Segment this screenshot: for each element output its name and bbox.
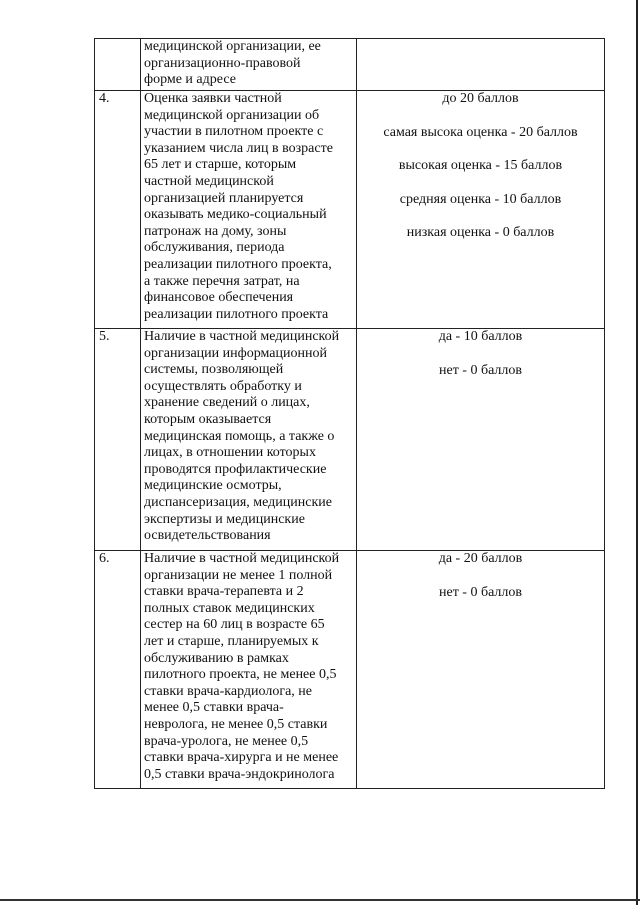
row-number: 6. <box>95 551 141 789</box>
criteria-table <box>94 38 605 789</box>
score-option: да - 20 баллов <box>438 551 523 566</box>
score-option: да - 10 баллов <box>438 329 523 344</box>
score-cell <box>357 329 605 551</box>
criterion-description: Оценка заявки частной медицинской организации об участии в пилотном проекте с указанием числа лиц в возрасте 65 лет и старше, которым частной медицинской организацией планируется оказывать медико-социальный патронаж на дому, зоны обслуживания, периода реализации пилотного проекта, а также перечня затрат, на финансовое обеспечения реализации пилотного проекта <box>141 91 357 329</box>
table-row <box>95 91 605 329</box>
score-cell <box>357 39 605 91</box>
table-row <box>95 39 605 91</box>
page-edge-bottom <box>0 899 640 901</box>
criterion-description: Наличие в частной медицинской организации не менее 1 полной ставки врача-терапевта и 2 полных ставок медицинских сестер на 60 лиц в возрасте 65 лет и старше, планируемых к обслуживанию в рамках пилотного проекта, не менее 0,5 ставки врача-кардиолога, не менее 0,5 ставки врача- невролога, не менее 0,5 ставки врача-уролога, не менее 0,5 ставки врача-хирурга и не менее 0,5 ставки врача-эндокринолога <box>141 551 357 789</box>
score-option: самая высока оценка - 20 баллов <box>383 124 578 140</box>
score-option: нет - 0 баллов <box>438 362 523 378</box>
table-row <box>95 329 605 551</box>
criterion-description: медицинской организации, ее организационно-правовой форме и адресе <box>141 39 357 91</box>
row-number <box>95 39 141 91</box>
score-cell <box>357 91 605 329</box>
score-option: низкая оценка - 0 баллов <box>406 225 555 241</box>
score-option: нет - 0 баллов <box>438 584 523 600</box>
table-row <box>95 551 605 789</box>
score-cell <box>357 551 605 789</box>
criterion-description: Наличие в частной медицинской организации информационной системы, позволяющей осуществлять обработку и хранение сведений о лицах, которым оказывается медицинская помощь, а также о лицах, в отношении которых проводятся профилактические медицинские осмотры, диспансеризация, медицинские экспертизы и медицинские освидетельствования <box>141 329 357 551</box>
score-option: до 20 баллов <box>442 91 519 106</box>
page-edge-right <box>636 0 638 905</box>
score-option: средняя оценка - 10 баллов <box>399 191 562 207</box>
row-number: 5. <box>95 329 141 551</box>
row-number: 4. <box>95 91 141 329</box>
score-option: высокая оценка - 15 баллов <box>398 158 563 174</box>
